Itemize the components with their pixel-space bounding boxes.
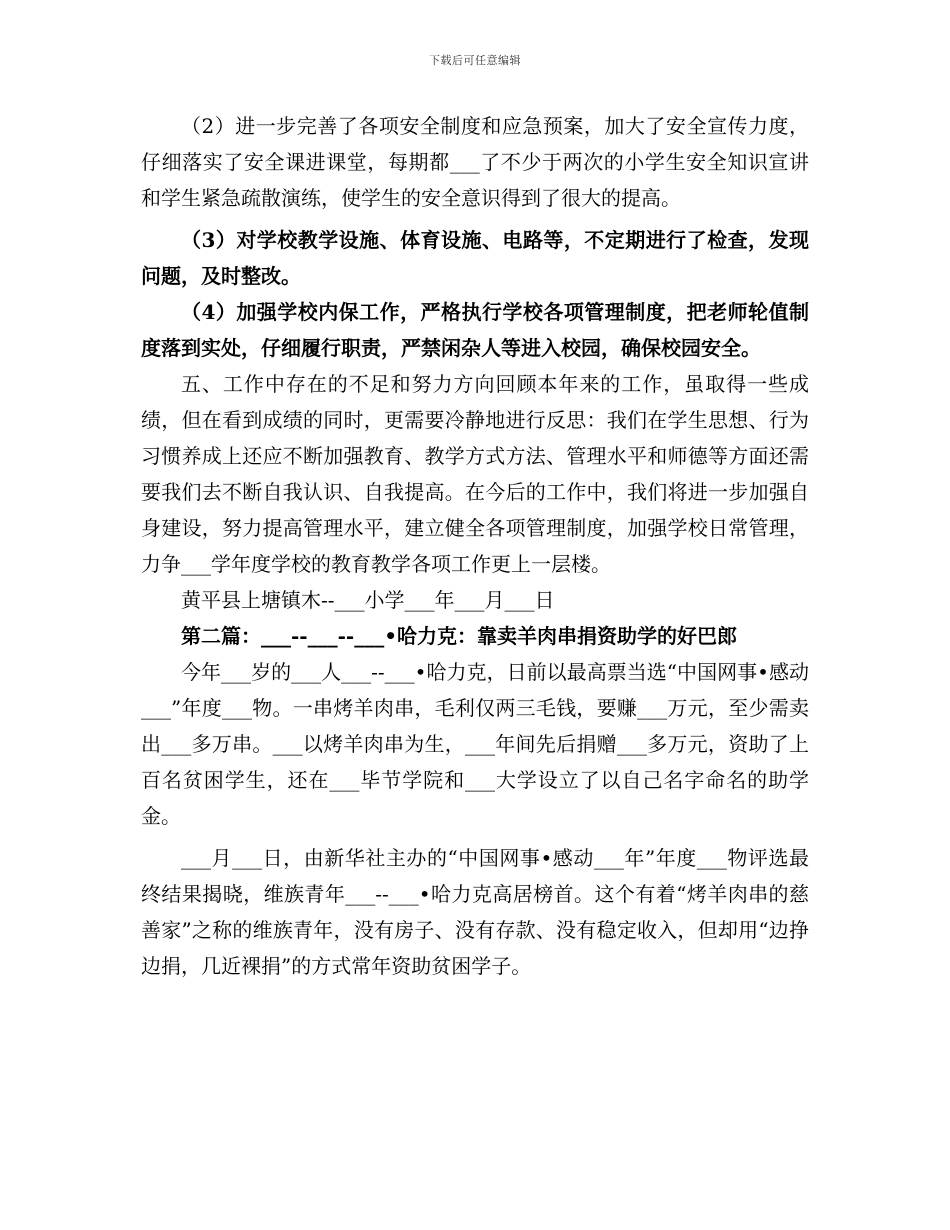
section-title-part-two: 第二篇：___--___--___•哈力克：靠卖羊肉串捐资助学的好巴郎 bbox=[181, 624, 737, 648]
paragraph-campus-security: （4）加强学校内保工作，严格执行学校各项管理制度，把老师轮值制度落到实处，仔细履行职责，严禁闲杂人等进入校园，确保校园安全。 bbox=[141, 300, 809, 360]
paragraph-signature: 黄平县上塘镇木--___小学___年___月___日 bbox=[181, 588, 555, 612]
paragraph-facility-check: （3）对学校教学设施、体育设施、电路等，不定期进行了检查，发现问题，及时整改。 bbox=[141, 228, 809, 288]
document-body bbox=[141, 108, 809, 984]
paragraph-shortcomings: 五、工作中存在的不足和努力方向回顾本年来的工作，虽取得一些成绩，但在看到成绩的同时，更需要冷静地进行反思：我们在学生思想、行为习惯养成上还应不断加强教育、教学方式方法、管理水平和师德等方面还需要我们去不断自我认识、自我提高。在今后的工作中，我们将进一步加强自身建设，努力提高管理水平，建立健全各项管理制度，加强学校日常管理，力争___学年度学校的教育教学各项工作更上一层楼。 bbox=[141, 372, 809, 576]
paragraph-harik-intro: 今年___岁的___人___--___•哈力克，日前以最高票当选“中国网事•感动___”年度___物。一串烤羊肉串，毛利仅两三毛钱，要赚___万元，至少需卖出___多万串。___以烤羊肉串为生，___年间先后捐赠___多万元，资助了上百名贫困学生，还在___毕节学院和___大学设立了以自己名字命名的助学金。 bbox=[141, 660, 809, 828]
paragraph-harik-award: ___月___日，由新华社主办的“中国网事•感动___年”年度___物评选最终结果揭晓，维族青年___--___•哈力克高居榜首。这个有着“烤羊肉串的慈善家”之称的维族青年，没有房子、没有存款、没有稳定收入，但却用“边挣边捐，几近裸捐”的方式常年资助贫困学子。 bbox=[141, 846, 809, 978]
paragraph-safety-system: （2）进一步完善了各项安全制度和应急预案，加大了安全宣传力度，仔细落实了安全课进课堂，每期都___了不少于两次的小学生安全知识宣讲和学生紧急疏散演练，使学生的安全意识得到了很大的提高。 bbox=[141, 114, 809, 210]
header-note: 下载后可任意编辑 bbox=[429, 54, 521, 67]
